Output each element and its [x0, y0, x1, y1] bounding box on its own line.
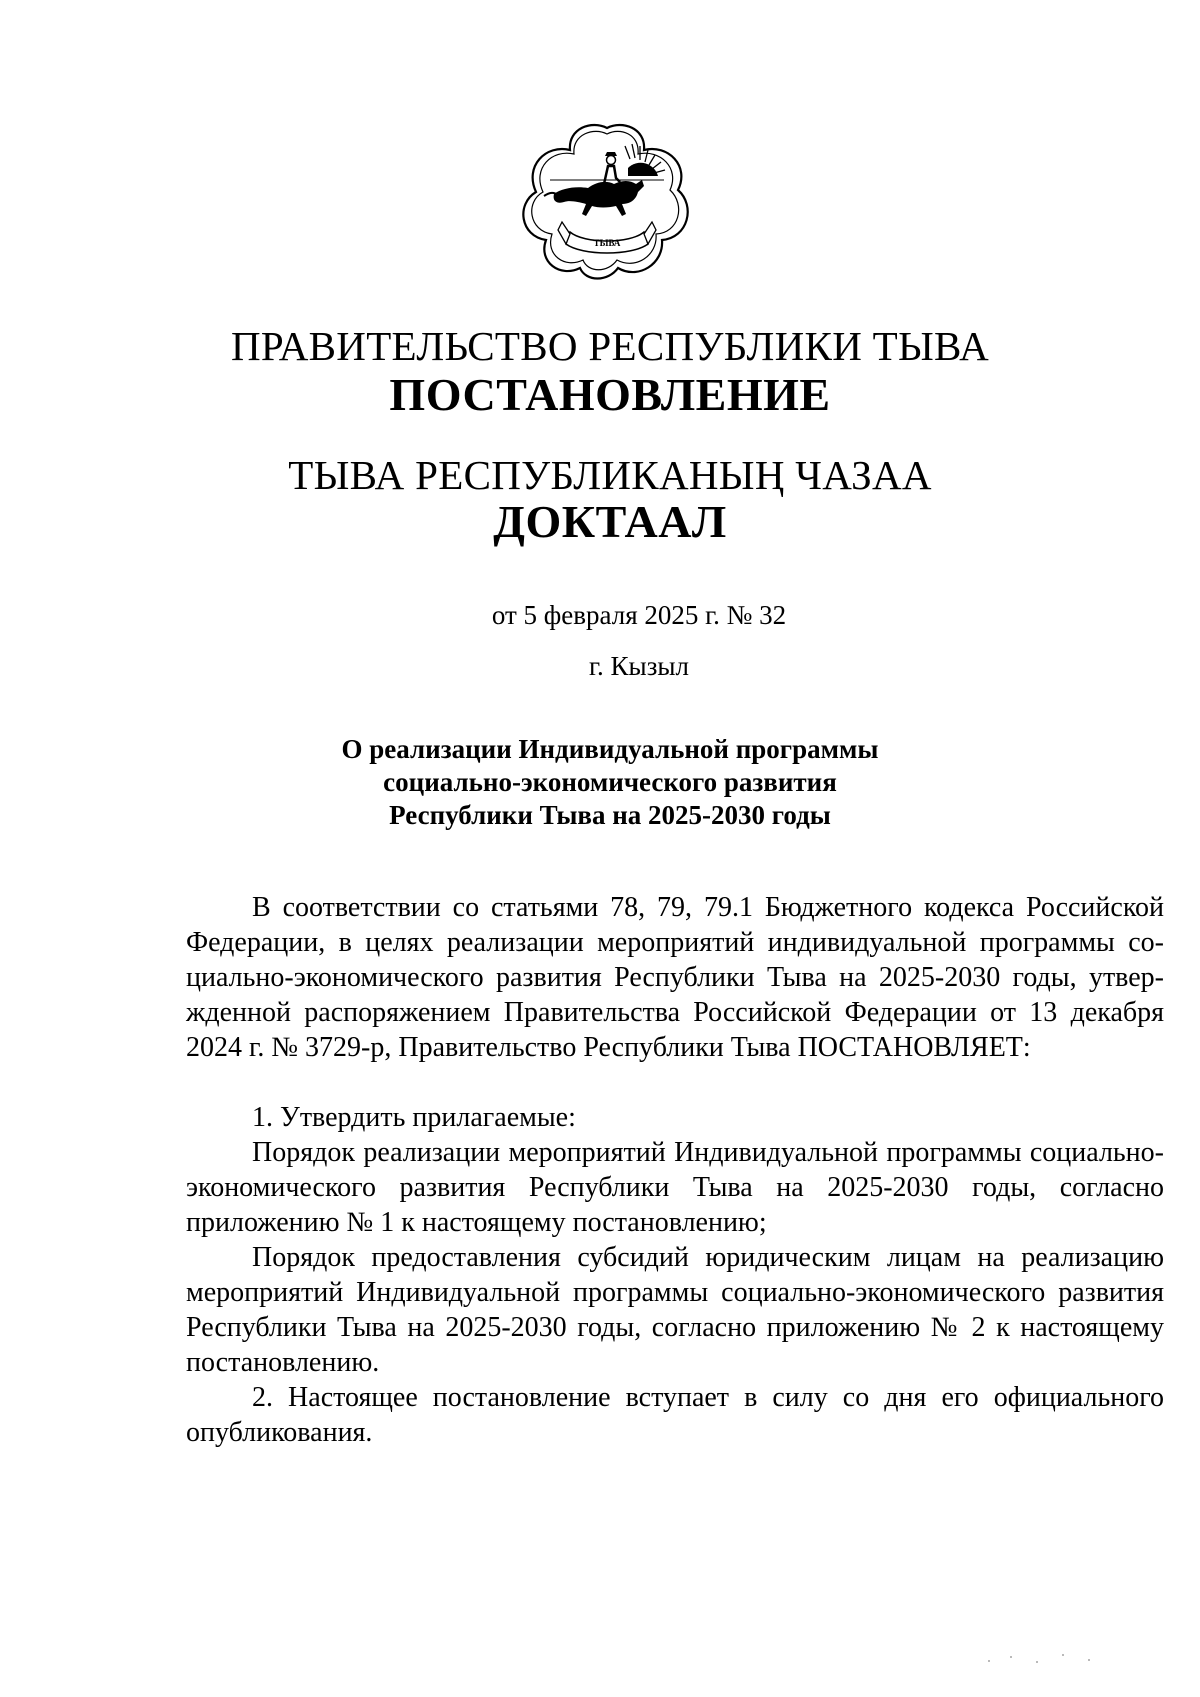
preamble-paragraph: В соответствии со статьями 78, 79, 79.1 Бюджетного кодекса Российской Федерации, в целях реализации мероприятий индивидуальной программы социально-экономического развития Республики Тыва на 2025-2030 годы, утвержденной распоряжением Правительства Российской Федерации от 13 декабря 2024 г. № 3729-р, Правительство Республики Тыва ПОСТАНОВЛЯЕТ: [186, 892, 1164, 1063]
document-type-tyv: ДОКТААЛ [493, 496, 727, 547]
subject-line: О реализации Индивидуальной программы [341, 734, 879, 764]
item-2-paragraph: 2. Настоящее постановление вступает в силу со дня его официального опубликования. [186, 1382, 1164, 1448]
document-type-ru: ПОСТАНОВЛЕНИЕ [389, 369, 831, 420]
document-subject [0, 733, 1200, 832]
scan-dots-decoration [985, 1651, 1105, 1667]
emblem-ribbon-text: ТЫВА [593, 238, 621, 248]
subject-line: социально-экономического развития [383, 767, 837, 797]
item-1a-paragraph: Порядок реализации мероприятий Индивидуальной программы социально-экономического развития Республики Тыва на 2025-2030 годы, согласно приложению № 1 к настоящему постановлению; [186, 1137, 1164, 1238]
coat-of-arms-icon [522, 122, 692, 280]
item-1-paragraph: 1. Утвердить прилагаемые: [252, 1102, 576, 1133]
subject-line: Республики Тыва на 2025-2030 годы [389, 800, 831, 830]
document-date-number: от 5 февраля 2025 г. № 32 [491, 600, 787, 630]
government-name-ru: ПРАВИТЕЛЬСТВО РЕСПУБЛИКИ ТЫВА [230, 323, 990, 369]
document-body [186, 890, 1164, 1450]
government-name-tyv: ТЫВА РЕСПУБЛИКАНЫҢ ЧАЗАА [288, 452, 932, 498]
document-city: г. Кызыл [589, 651, 689, 681]
item-1b-paragraph: Порядок предоставления субсидий юридическим лицам на реализацию мероприятий Индивидуальной программы социально-экономического развития Республики Тыва на 2025-2030 годы, согласно приложению № 2 к настоящему постановлению. [186, 1242, 1164, 1378]
